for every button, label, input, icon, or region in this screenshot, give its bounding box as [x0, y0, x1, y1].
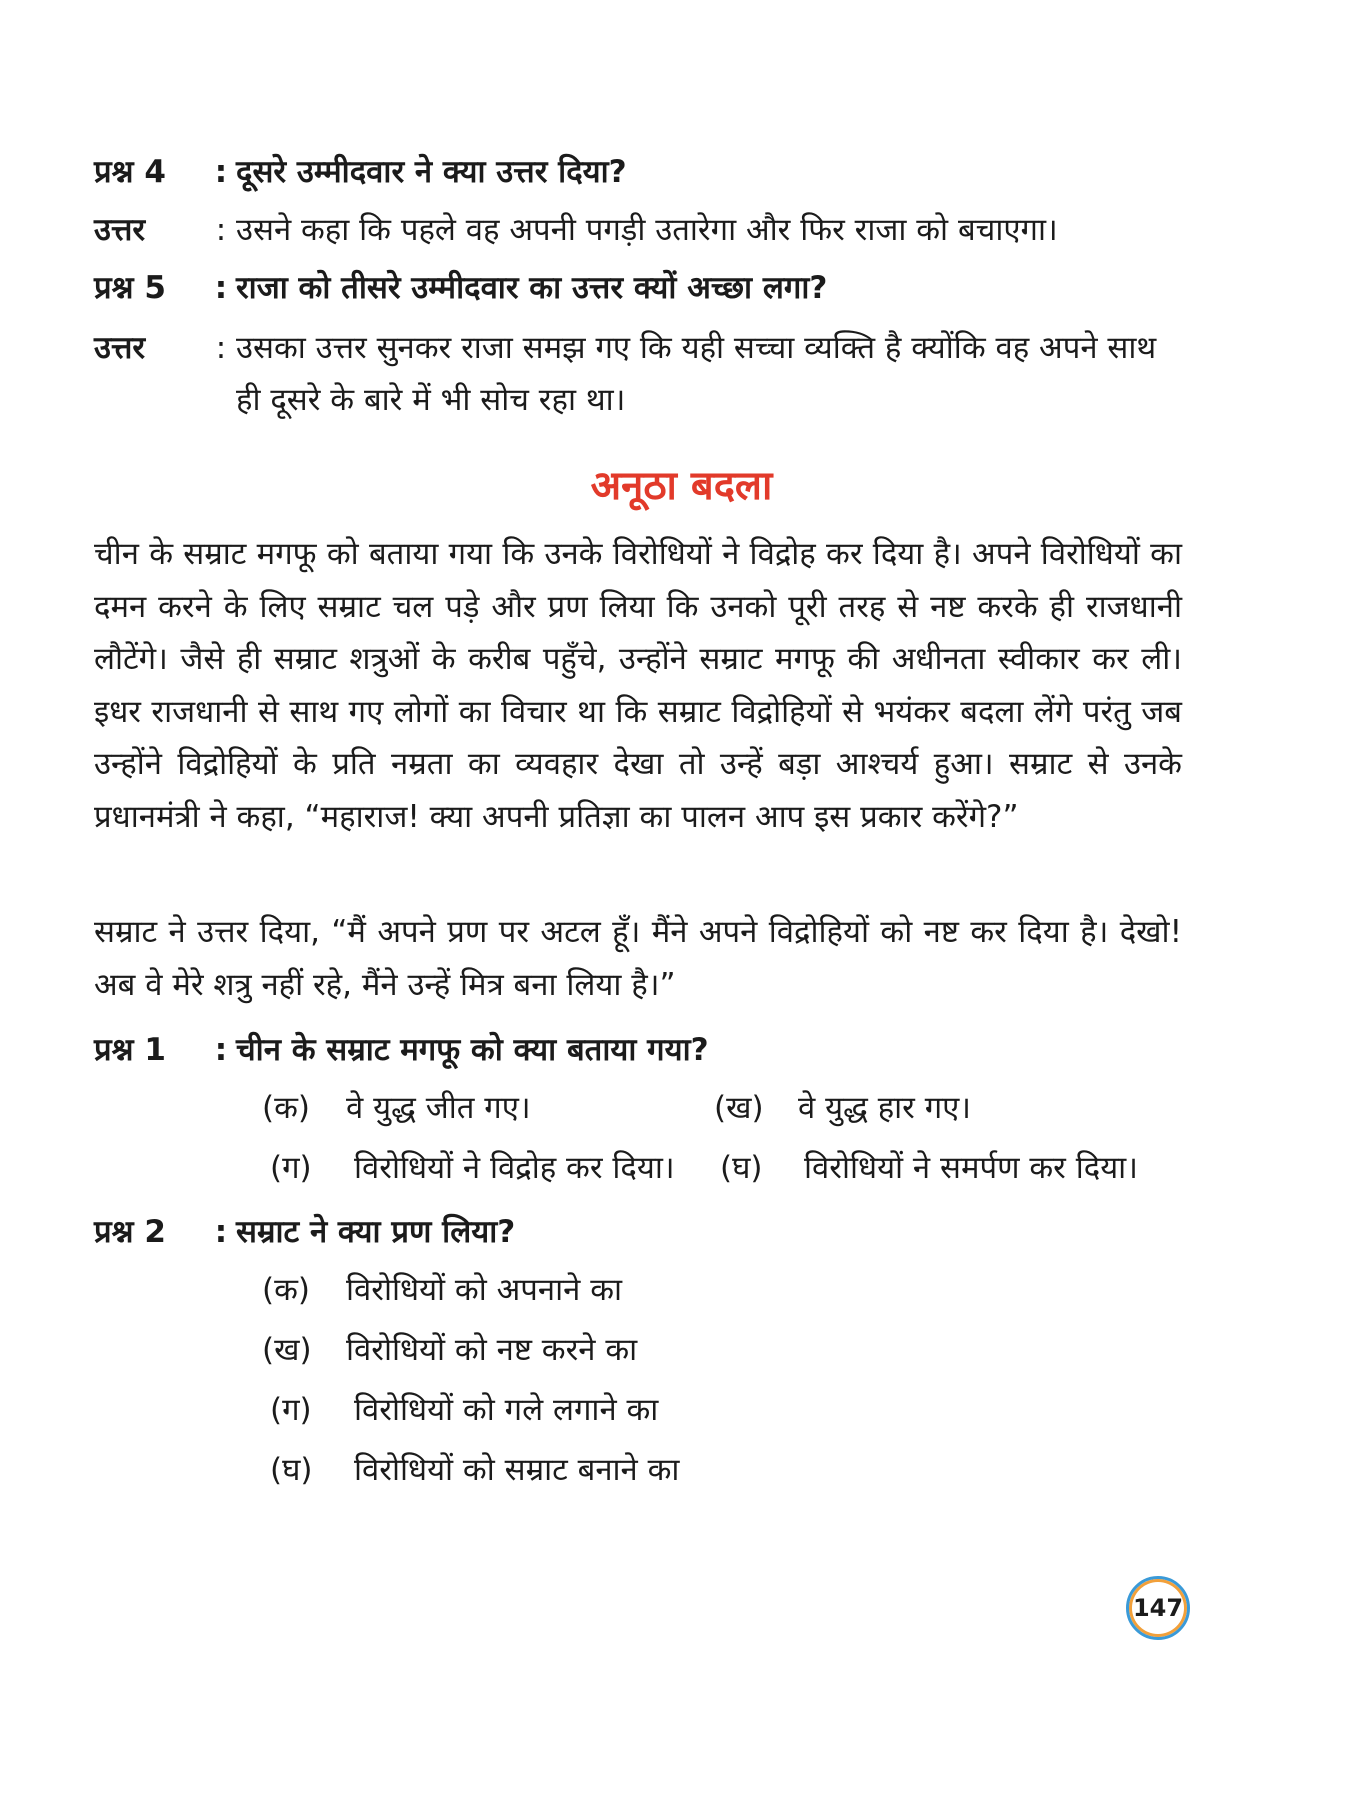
story-paragraph-1: चीन के सम्राट मगफू को बताया गया कि उनके विरोधियों ने विद्रोह कर दिया है। अपने विरोधियों का दमन करने के लिए सम्राट चल पड़े और प्रण लिया कि उनको पूरी तरह से नष्ट करके ही राजधानी लौटेंगे। जैसे ही सम्राट शत्रुओं के करीब पहुँचे, उन्होंने सम्राट मगफू की अधीनता स्वीकार कर ली। इधर राजधानी से साथ गए लोगों का विचार था कि सम्राट विद्रोहियों से भयंकर बदला लेंगे परंतु जब उन्होंने विद्रोहियों के प्रति नम्रता का व्यवहार देखा तो उन्हें बड़ा आश्चर्य हुआ। सम्राट से उनके प्रधानमंत्री ने कहा, “महाराज! क्या अपनी प्रतिज्ञा का पालन आप इस प्रकार करेंगे?”	[94, 536, 1182, 835]
question-text: सम्राट ने क्या प्रण लिया?	[236, 1214, 516, 1250]
page-number: 147	[1132, 1594, 1184, 1622]
answer-text: उसका उत्तर सुनकर राजा समझ गए कि यही सच्चा व्यक्ति है क्योंकि वह अपने साथ ही दूसरे के बारे में भी सोच रहा था।	[236, 330, 1157, 418]
option-ka	[262, 1082, 531, 1134]
option-text: विरोधियों को गले लगाने का	[354, 1392, 659, 1428]
option-tag: (क)	[262, 1272, 310, 1308]
answer-label: उत्तर	[94, 212, 146, 248]
option-tag: (घ)	[270, 1452, 313, 1488]
option-gha	[720, 1142, 1138, 1194]
question-text: राजा को तीसरे उम्मीदवार का उत्तर क्यों अच्छा लगा?	[236, 270, 828, 306]
option-tag: (क)	[262, 1090, 310, 1126]
answer-text: उसने कहा कि पहले वह अपनी पगड़ी उतारेगा और फिर राजा को बचाएगा।	[236, 212, 1058, 248]
option-text: विरोधियों को सम्राट बनाने का	[354, 1452, 680, 1488]
question-text: दूसरे उम्मीदवार ने क्या उत्तर दिया?	[236, 154, 627, 190]
colon: :	[214, 154, 228, 190]
option-kha	[714, 1082, 971, 1134]
colon: :	[215, 330, 227, 366]
option-text: विरोधियों ने समर्पण कर दिया।	[804, 1150, 1138, 1186]
option-text: विरोधियों को अपनाने का	[346, 1272, 623, 1308]
page-number-badge	[1126, 1576, 1190, 1640]
colon: :	[214, 1214, 228, 1250]
question-label: प्रश्न 1	[94, 1032, 166, 1068]
option-tag: (ग)	[270, 1150, 312, 1186]
option-text: विरोधियों ने विद्रोह कर दिया।	[354, 1150, 675, 1186]
colon: :	[215, 212, 227, 248]
option-tag: (घ)	[720, 1150, 763, 1186]
option-ga	[270, 1384, 658, 1436]
question-label: प्रश्न 2	[94, 1214, 166, 1250]
story-title: अनूठा बदला	[590, 463, 773, 509]
option-text: विरोधियों को नष्ट करने का	[346, 1332, 638, 1368]
option-text: वे युद्ध हार गए।	[798, 1090, 972, 1126]
question-text: चीन के सम्राट मगफू को क्या बताया गया?	[236, 1032, 709, 1068]
colon: :	[214, 1032, 228, 1068]
option-ga	[270, 1142, 675, 1194]
option-tag: (ख)	[714, 1090, 764, 1126]
option-kha	[262, 1324, 637, 1376]
option-ka	[262, 1264, 622, 1316]
option-text: वे युद्ध जीत गए।	[346, 1090, 531, 1126]
option-tag: (ख)	[262, 1332, 312, 1368]
option-gha	[270, 1444, 679, 1496]
option-tag: (ग)	[270, 1392, 312, 1428]
question-label: प्रश्न 5	[94, 270, 166, 306]
question-label: प्रश्न 4	[94, 154, 166, 190]
story-paragraph-2: सम्राट ने उत्तर दिया, “मैं अपने प्रण पर अटल हूँ। मैंने अपने विद्रोहियों को नष्ट कर दिया है। देखो! अब वे मेरे शत्रु नहीं रहे, मैंने उन्हें मित्र बना लिया है।”	[94, 914, 1182, 1003]
colon: :	[214, 270, 228, 306]
answer-label: उत्तर	[94, 330, 146, 366]
